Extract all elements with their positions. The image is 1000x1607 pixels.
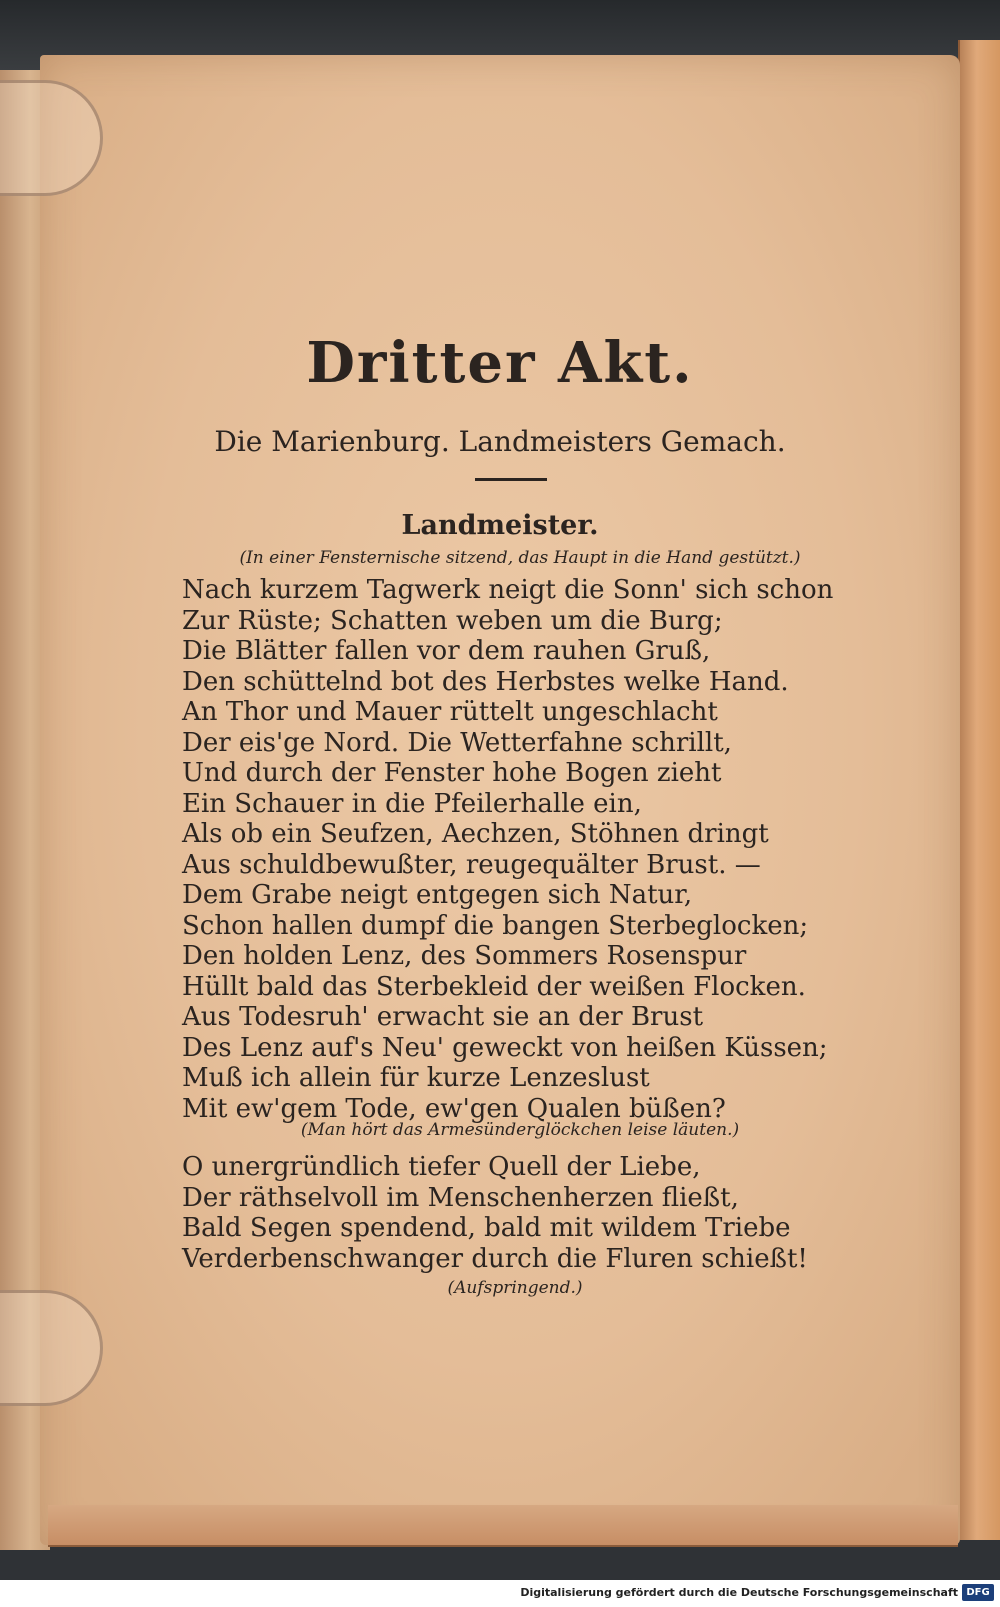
- verse-line: Die Blätter fallen vor dem rauhen Gruß,: [182, 636, 711, 666]
- verse-line: Muß ich allein für kurze Lenzeslust: [182, 1063, 650, 1093]
- verse-line: Den holden Lenz, des Sommers Rosenspur: [182, 941, 747, 971]
- verse-line: Schon hallen dumpf die bangen Sterbeglocken;: [182, 910, 809, 941]
- verse-line: Hüllt bald das Sterbekleid der weißen Flocken.: [182, 971, 806, 1002]
- act-title: Dritter Akt.: [306, 330, 694, 396]
- right-page-stack: [958, 40, 1000, 1540]
- footer-credit: Digitalisierung gefördert durch die Deutsche Forschungsgemeinschaft: [520, 1586, 958, 1599]
- verse-line: Verderbenschwanger durch die Fluren schießt!: [182, 1243, 808, 1274]
- page-bottom-edge: [48, 1505, 958, 1547]
- verse-line: An Thor und Mauer rüttelt ungeschlacht: [182, 697, 718, 727]
- verse-line: Mit ew'gem Tode, ew'gen Qualen büßen?: [182, 1093, 726, 1124]
- verse-line: Den schüttelnd bot des Herbstes welke Hand.: [182, 666, 789, 697]
- footer-bar: [0, 1580, 1000, 1607]
- verse-line: Der eis'ge Nord. Die Wetterfahne schrillt,: [182, 727, 732, 758]
- stage-direction: (In einer Fensternische sitzend, das Haupt in die Hand gestützt.): [239, 548, 801, 568]
- verse-line: Der räthselvoll im Menschenherzen fließt,: [182, 1182, 739, 1213]
- verse-line: O unergründlich tiefer Quell der Liebe,: [182, 1152, 701, 1182]
- dfg-logo: DFG: [962, 1584, 994, 1601]
- verse-line: Aus schuldbewußter, reugequälter Brust. —: [182, 849, 761, 880]
- stage-direction: (Aufspringend.): [447, 1278, 583, 1298]
- scene-subtitle: Die Marienburg. Landmeisters Gemach.: [214, 425, 786, 458]
- verse-block-2: [182, 1152, 822, 1274]
- verse-line: Nach kurzem Tagwerk neigt die Sonn' sich schon: [182, 575, 834, 605]
- verse-line: Als ob ein Seufzen, Aechzen, Stöhnen dringt: [182, 819, 769, 849]
- verse-line: Aus Todesruh' erwacht sie an der Brust: [182, 1002, 704, 1032]
- verse-line: Dem Grabe neigt entgegen sich Natur,: [182, 880, 693, 910]
- verse-line: Und durch der Fenster hohe Bogen zieht: [182, 758, 722, 788]
- verse-block-1: [182, 575, 834, 1124]
- verse-line: Ein Schauer in die Pfeilerhalle ein,: [182, 788, 642, 819]
- stage-direction: (Man hört das Armesünderglöckchen leise läuten.): [300, 1120, 740, 1140]
- verse-line: Des Lenz auf's Neu' geweckt von heißen Küssen;: [182, 1032, 828, 1063]
- verse-line: Zur Rüste; Schatten weben um die Burg;: [182, 605, 723, 636]
- title-divider: [475, 478, 547, 481]
- speaker-name: Landmeister.: [401, 510, 599, 541]
- verse-line: Bald Segen spendend, bald mit wildem Triebe: [182, 1213, 791, 1243]
